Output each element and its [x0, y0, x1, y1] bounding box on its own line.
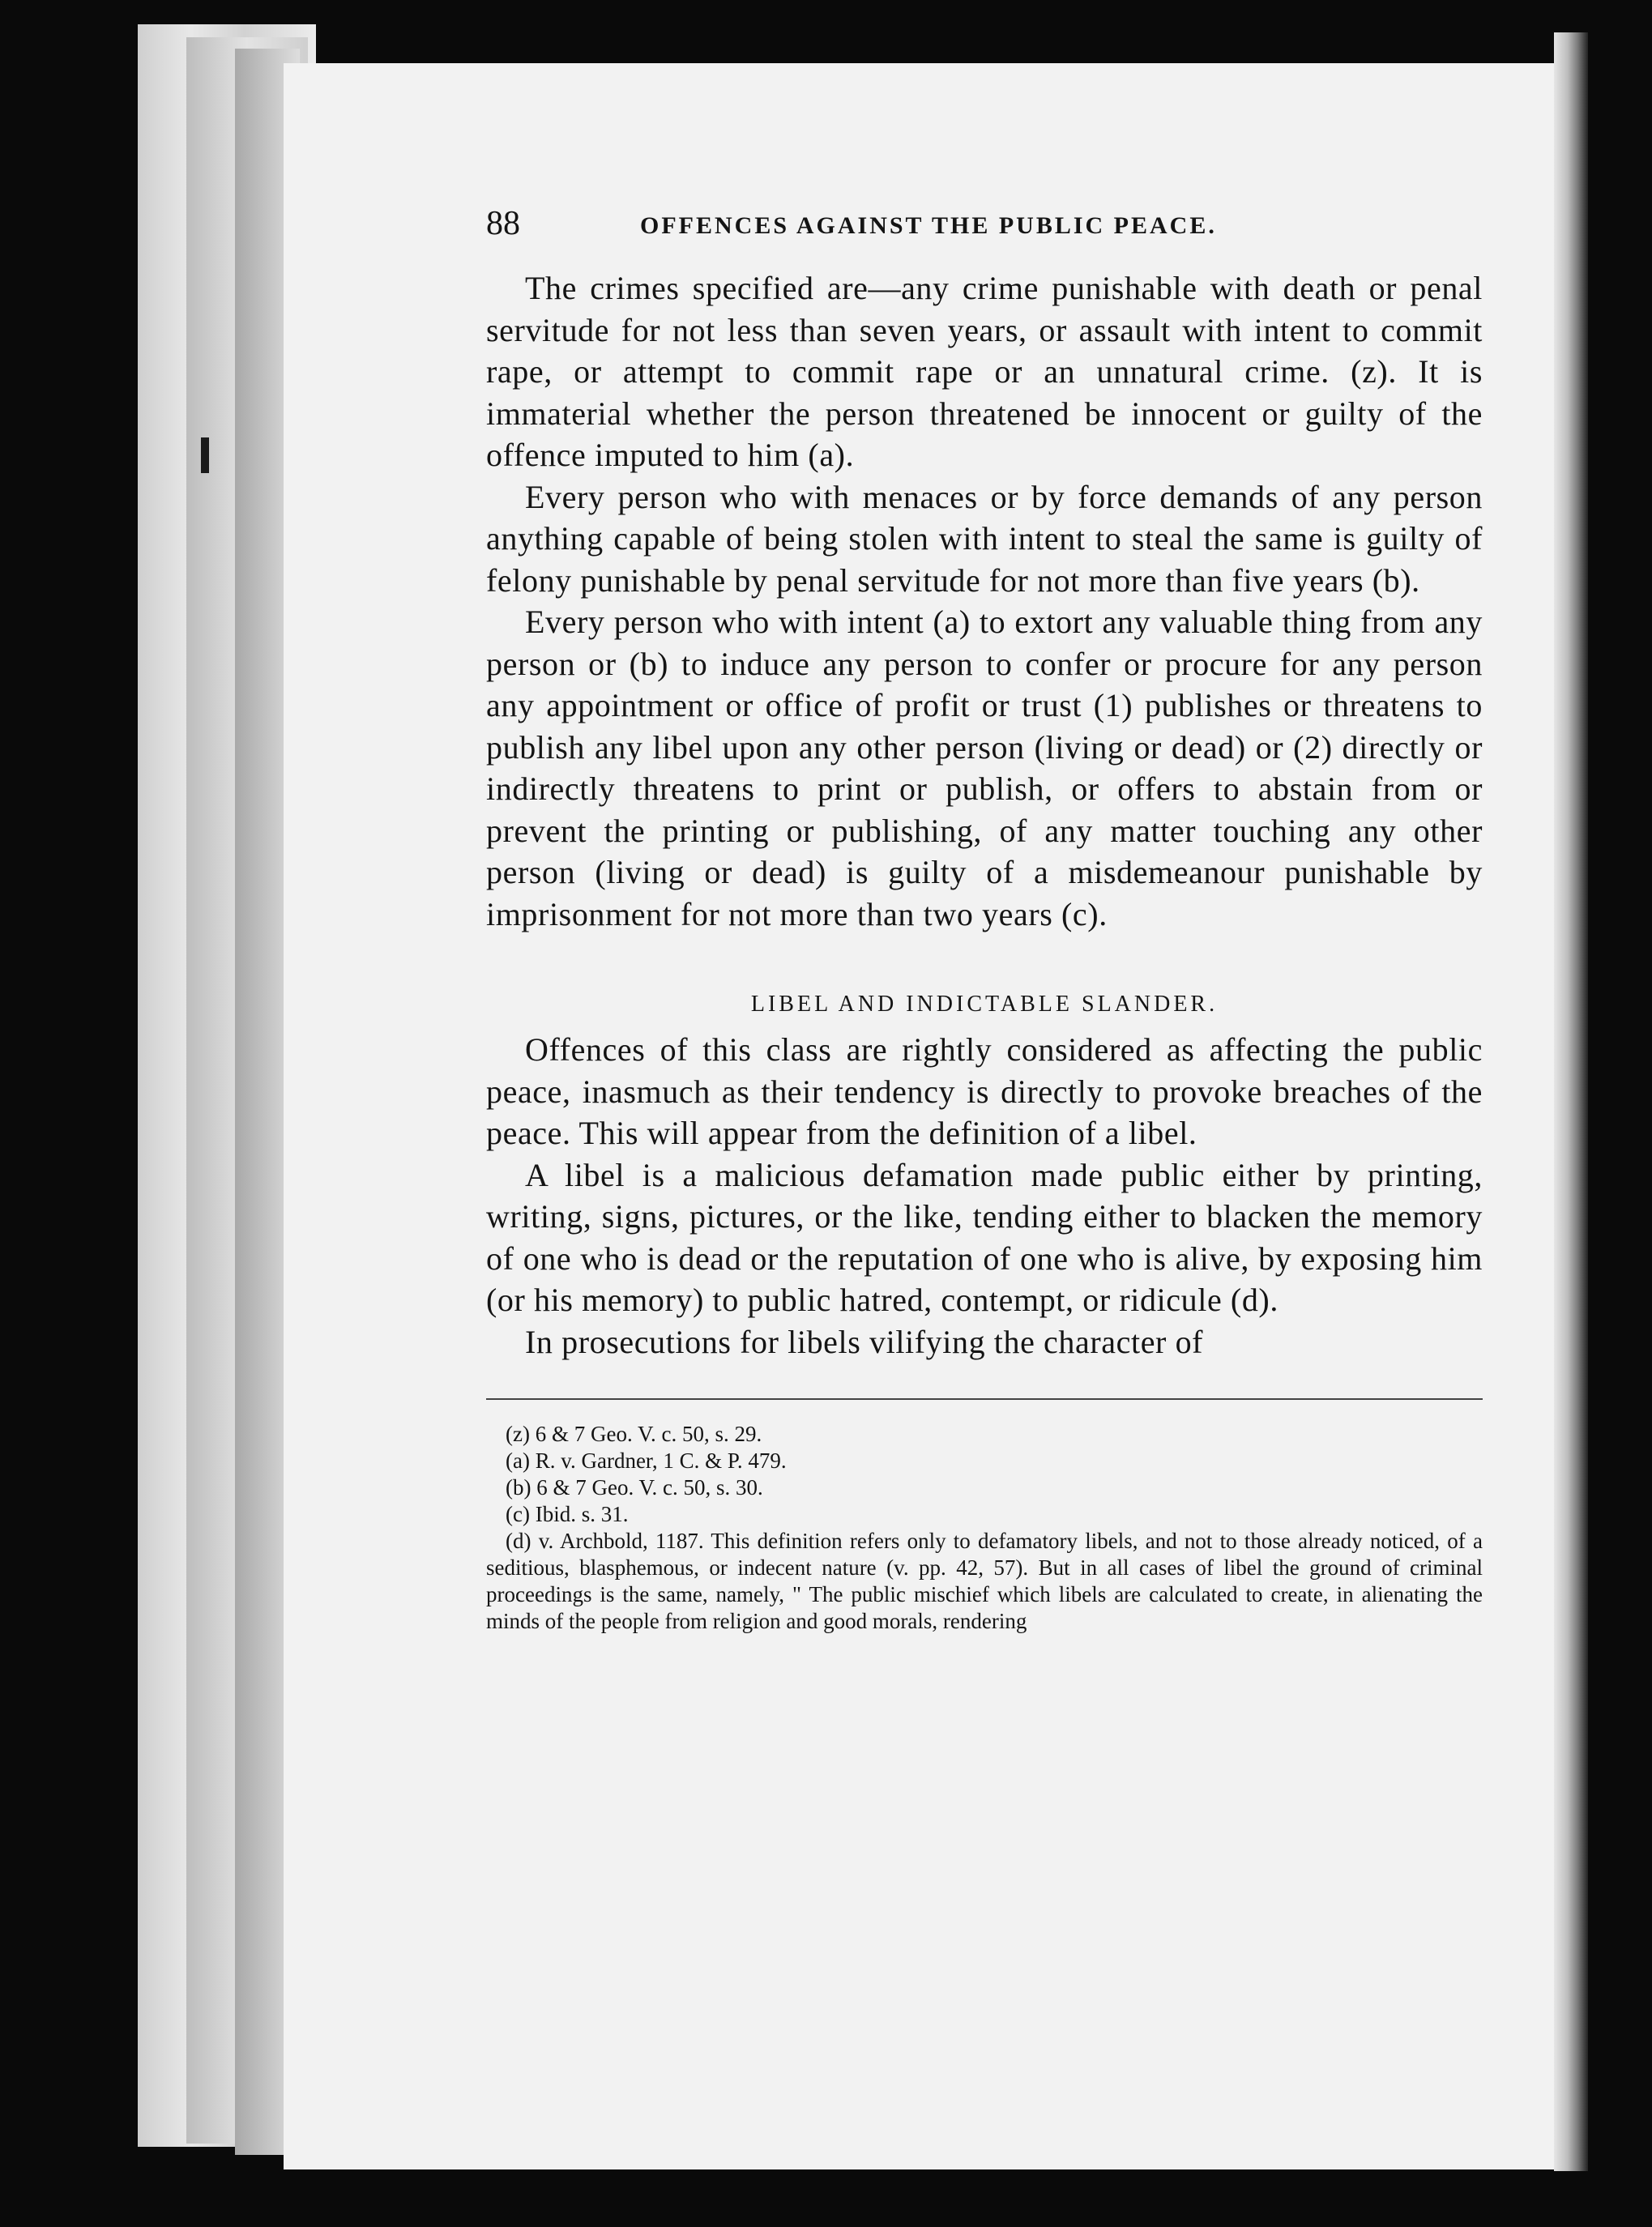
- footnote: (c) Ibid. s. 31.: [506, 1502, 629, 1526]
- page-number: 88: [486, 205, 520, 242]
- page-content: [486, 194, 1483, 1635]
- footnotes: [486, 1421, 1483, 1635]
- book-spine-edge: [1554, 32, 1588, 2171]
- body-paragraph: A libel is a malicious defamation made public either by printing, writing, signs, pictures, or the like, tending either to blacken the memory of one who is dead or the reputation of one who is alive, by exposing him (or his memory) to public hatred, contempt, or ridicule (d).: [486, 1156, 1483, 1318]
- body-paragraph: Offences of this class are rightly considered as affecting the public peace, inasmuch as their tendency is directly to provoke breaches of the peace. This will appear from the definition of a libel.: [486, 1031, 1483, 1151]
- footnote: (d) v. Archbold, 1187. This definition refers only to defamatory libels, and not to those already noticed, of a seditious, blasphemous, or indecent nature (v. pp. 42, 57). But in all cases of libel the ground of criminal proceedings is the same, namely, " The public mischief which libels are calculated to create, in alienating the minds of the people from religion and good morals, rendering: [486, 1529, 1483, 1633]
- footnote: (a) R. v. Gardner, 1 C. & P. 479.: [506, 1448, 787, 1473]
- page-header: [486, 194, 1483, 267]
- body-paragraph: Every person who with menaces or by force demands of any person anything capable of being stolen with intent to steal the same is guilty of felony punishable by penal servitude for not more than five years (b).: [486, 478, 1483, 599]
- body-paragraph: In prosecutions for libels vilifying the character of: [525, 1323, 1204, 1360]
- body-paragraph: Every person who with intent (a) to extort any valuable thing from any person or (b) to induce any person to confer or procure for any person any appointment or office of profit or trust (1) publishes or threatens to publish any libel upon any other person (living or dead) or (2) directly or indirectly threatens to print or publish, or offers to abstain from or prevent the printing or publishing, of any matter touching any other person (living or dead) is guilty of a misdemeanour punishable by imprisonment for not more than two years (c).: [486, 604, 1483, 932]
- footnote: (b) 6 & 7 Geo. V. c. 50, s. 30.: [506, 1475, 763, 1500]
- section-heading: LIBEL AND INDICTABLE SLANDER.: [750, 992, 1219, 1017]
- running-head: OFFENCES AGAINST THE PUBLIC PEACE.: [640, 212, 1217, 239]
- footnote: (z) 6 & 7 Geo. V. c. 50, s. 29.: [506, 1422, 762, 1446]
- margin-mark: [201, 437, 209, 473]
- body-paragraph: The crimes specified are—any crime punishable with death or penal servitude for not less than seven years, or assault with intent to commit rape, or attempt to commit rape or an unnatural crime. (z). It is immaterial whether the person threatened be innocent or guilty of the offence imputed to him (a).: [486, 270, 1483, 473]
- footnote-rule: [486, 1398, 1483, 1400]
